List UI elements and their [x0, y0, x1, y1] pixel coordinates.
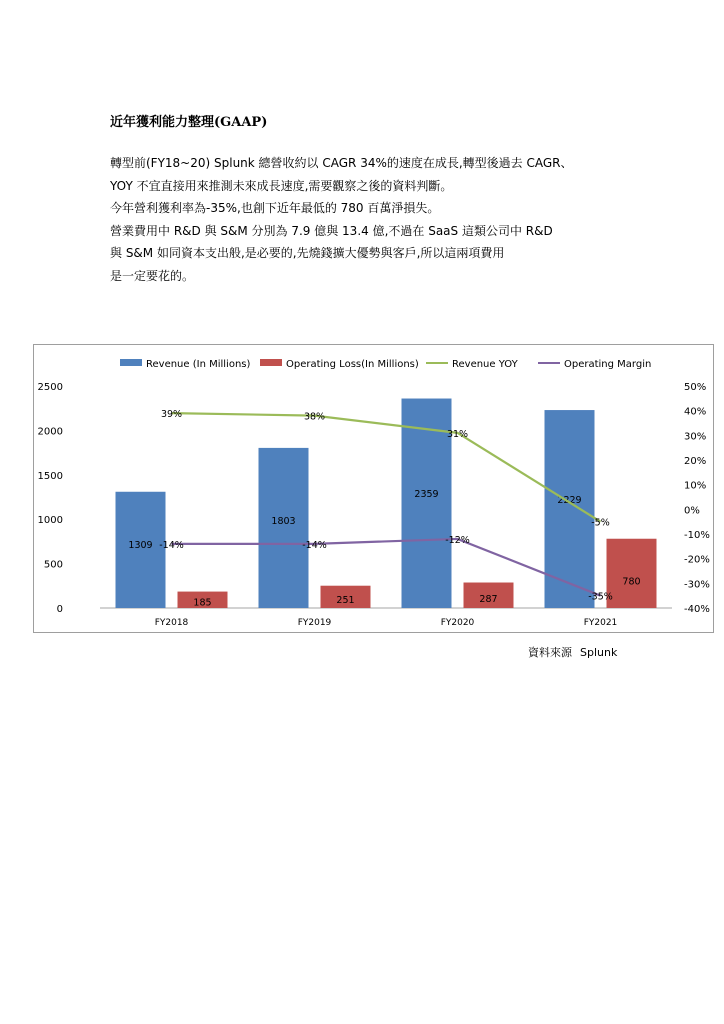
y-right-tick-label: -20% — [684, 554, 710, 566]
source-note — [528, 644, 625, 660]
legend-entry: Operating Margin — [564, 359, 652, 370]
x-tick-label: FY2018 — [154, 618, 189, 628]
paragraph-line: 與 S&M 如同資本支出般,是必要的,先燒錢擴大優勢與客戶,所以這兩項費用 — [110, 246, 505, 260]
y-left-tick-label: 2000 — [37, 426, 63, 438]
y-left-tick-label: 1000 — [37, 515, 63, 527]
paragraph-line: 今年營利獲利率為-35%,也創下近年最低的 780 百萬淨損失。 — [110, 201, 440, 215]
x-tick-label: FY2021 — [583, 618, 618, 628]
operating-margin-data-label: -12% — [445, 534, 470, 546]
paragraph-line: 營業費用中 R&D 與 S&M 分別為 7.9 億與 13.4 億,不過在 SaaS 這類公司中 R&D — [110, 223, 553, 238]
legend-swatch — [260, 359, 282, 366]
source-name: Splunk — [580, 646, 618, 659]
section-heading: 近年獲利能力整理(GAAP) — [110, 115, 268, 130]
revenue-bar — [545, 410, 595, 608]
y-right-tick-label: 30% — [684, 431, 707, 443]
y-left-tick-label: 0 — [56, 604, 63, 615]
revenue-yoy-data-label: 31% — [446, 428, 469, 440]
y-right-tick-label: 0% — [684, 505, 700, 517]
paragraph-line: YOY 不宜直接用來推測未來成長速度,需要觀察之後的資料判斷。 — [110, 178, 453, 193]
source-label: 資料來源 — [528, 646, 572, 659]
revenue-yoy-data-label: 38% — [303, 411, 326, 423]
y-left-tick-label: 2500 — [37, 382, 63, 393]
combo-chart — [33, 344, 714, 633]
y-right-tick-label: -40% — [684, 604, 710, 615]
y-right-tick-label: 50% — [684, 382, 707, 393]
legend-entry: Operating Loss(In Millions) — [286, 359, 419, 370]
y-right-tick-label: -10% — [684, 530, 710, 541]
revenue-data-label: 1309 — [128, 540, 153, 552]
x-tick-label: FY2019 — [297, 618, 332, 628]
operating-margin-data-label: -35% — [588, 591, 613, 603]
revenue-data-label: 1803 — [271, 515, 296, 527]
operating-loss-data-label: 251 — [336, 595, 355, 607]
operating-margin-data-label: -14% — [159, 539, 184, 551]
revenue-bar — [259, 448, 309, 608]
operating-margin-data-label: -14% — [302, 539, 327, 551]
operating-loss-data-label: 185 — [193, 597, 212, 609]
y-right-tick-label: -30% — [684, 579, 710, 591]
operating-loss-data-label: 780 — [622, 576, 641, 588]
paragraph-line: 轉型前(FY18~20) Splunk 總營收約以 CAGR 34%的速度在成長,轉型後過去 CAGR、 — [110, 156, 573, 170]
revenue-yoy-line — [172, 413, 601, 522]
legend-entry: Revenue (In Millions) — [146, 359, 251, 370]
operating-margin-line — [172, 539, 601, 596]
y-right-tick-label: 10% — [684, 480, 707, 492]
y-right-tick-label: 40% — [684, 406, 707, 418]
y-left-tick-label: 500 — [43, 559, 63, 571]
x-tick-label: FY2020 — [440, 618, 475, 628]
y-left-tick-label: 1500 — [37, 470, 63, 482]
paragraph-line: 是一定要花的。 — [110, 268, 195, 283]
legend-swatch — [120, 359, 142, 366]
revenue-yoy-data-label: 39% — [160, 409, 183, 421]
legend-entry: Revenue YOY — [452, 359, 518, 370]
revenue-data-label: 2359 — [414, 488, 439, 500]
operating-loss-bar — [607, 539, 657, 608]
revenue-yoy-data-label: -5% — [591, 517, 610, 529]
chart-canvas — [34, 345, 715, 634]
y-right-tick-label: 20% — [684, 456, 707, 467]
body-paragraph — [110, 152, 620, 287]
operating-loss-data-label: 287 — [479, 593, 498, 605]
revenue-data-label: 2229 — [557, 495, 582, 507]
